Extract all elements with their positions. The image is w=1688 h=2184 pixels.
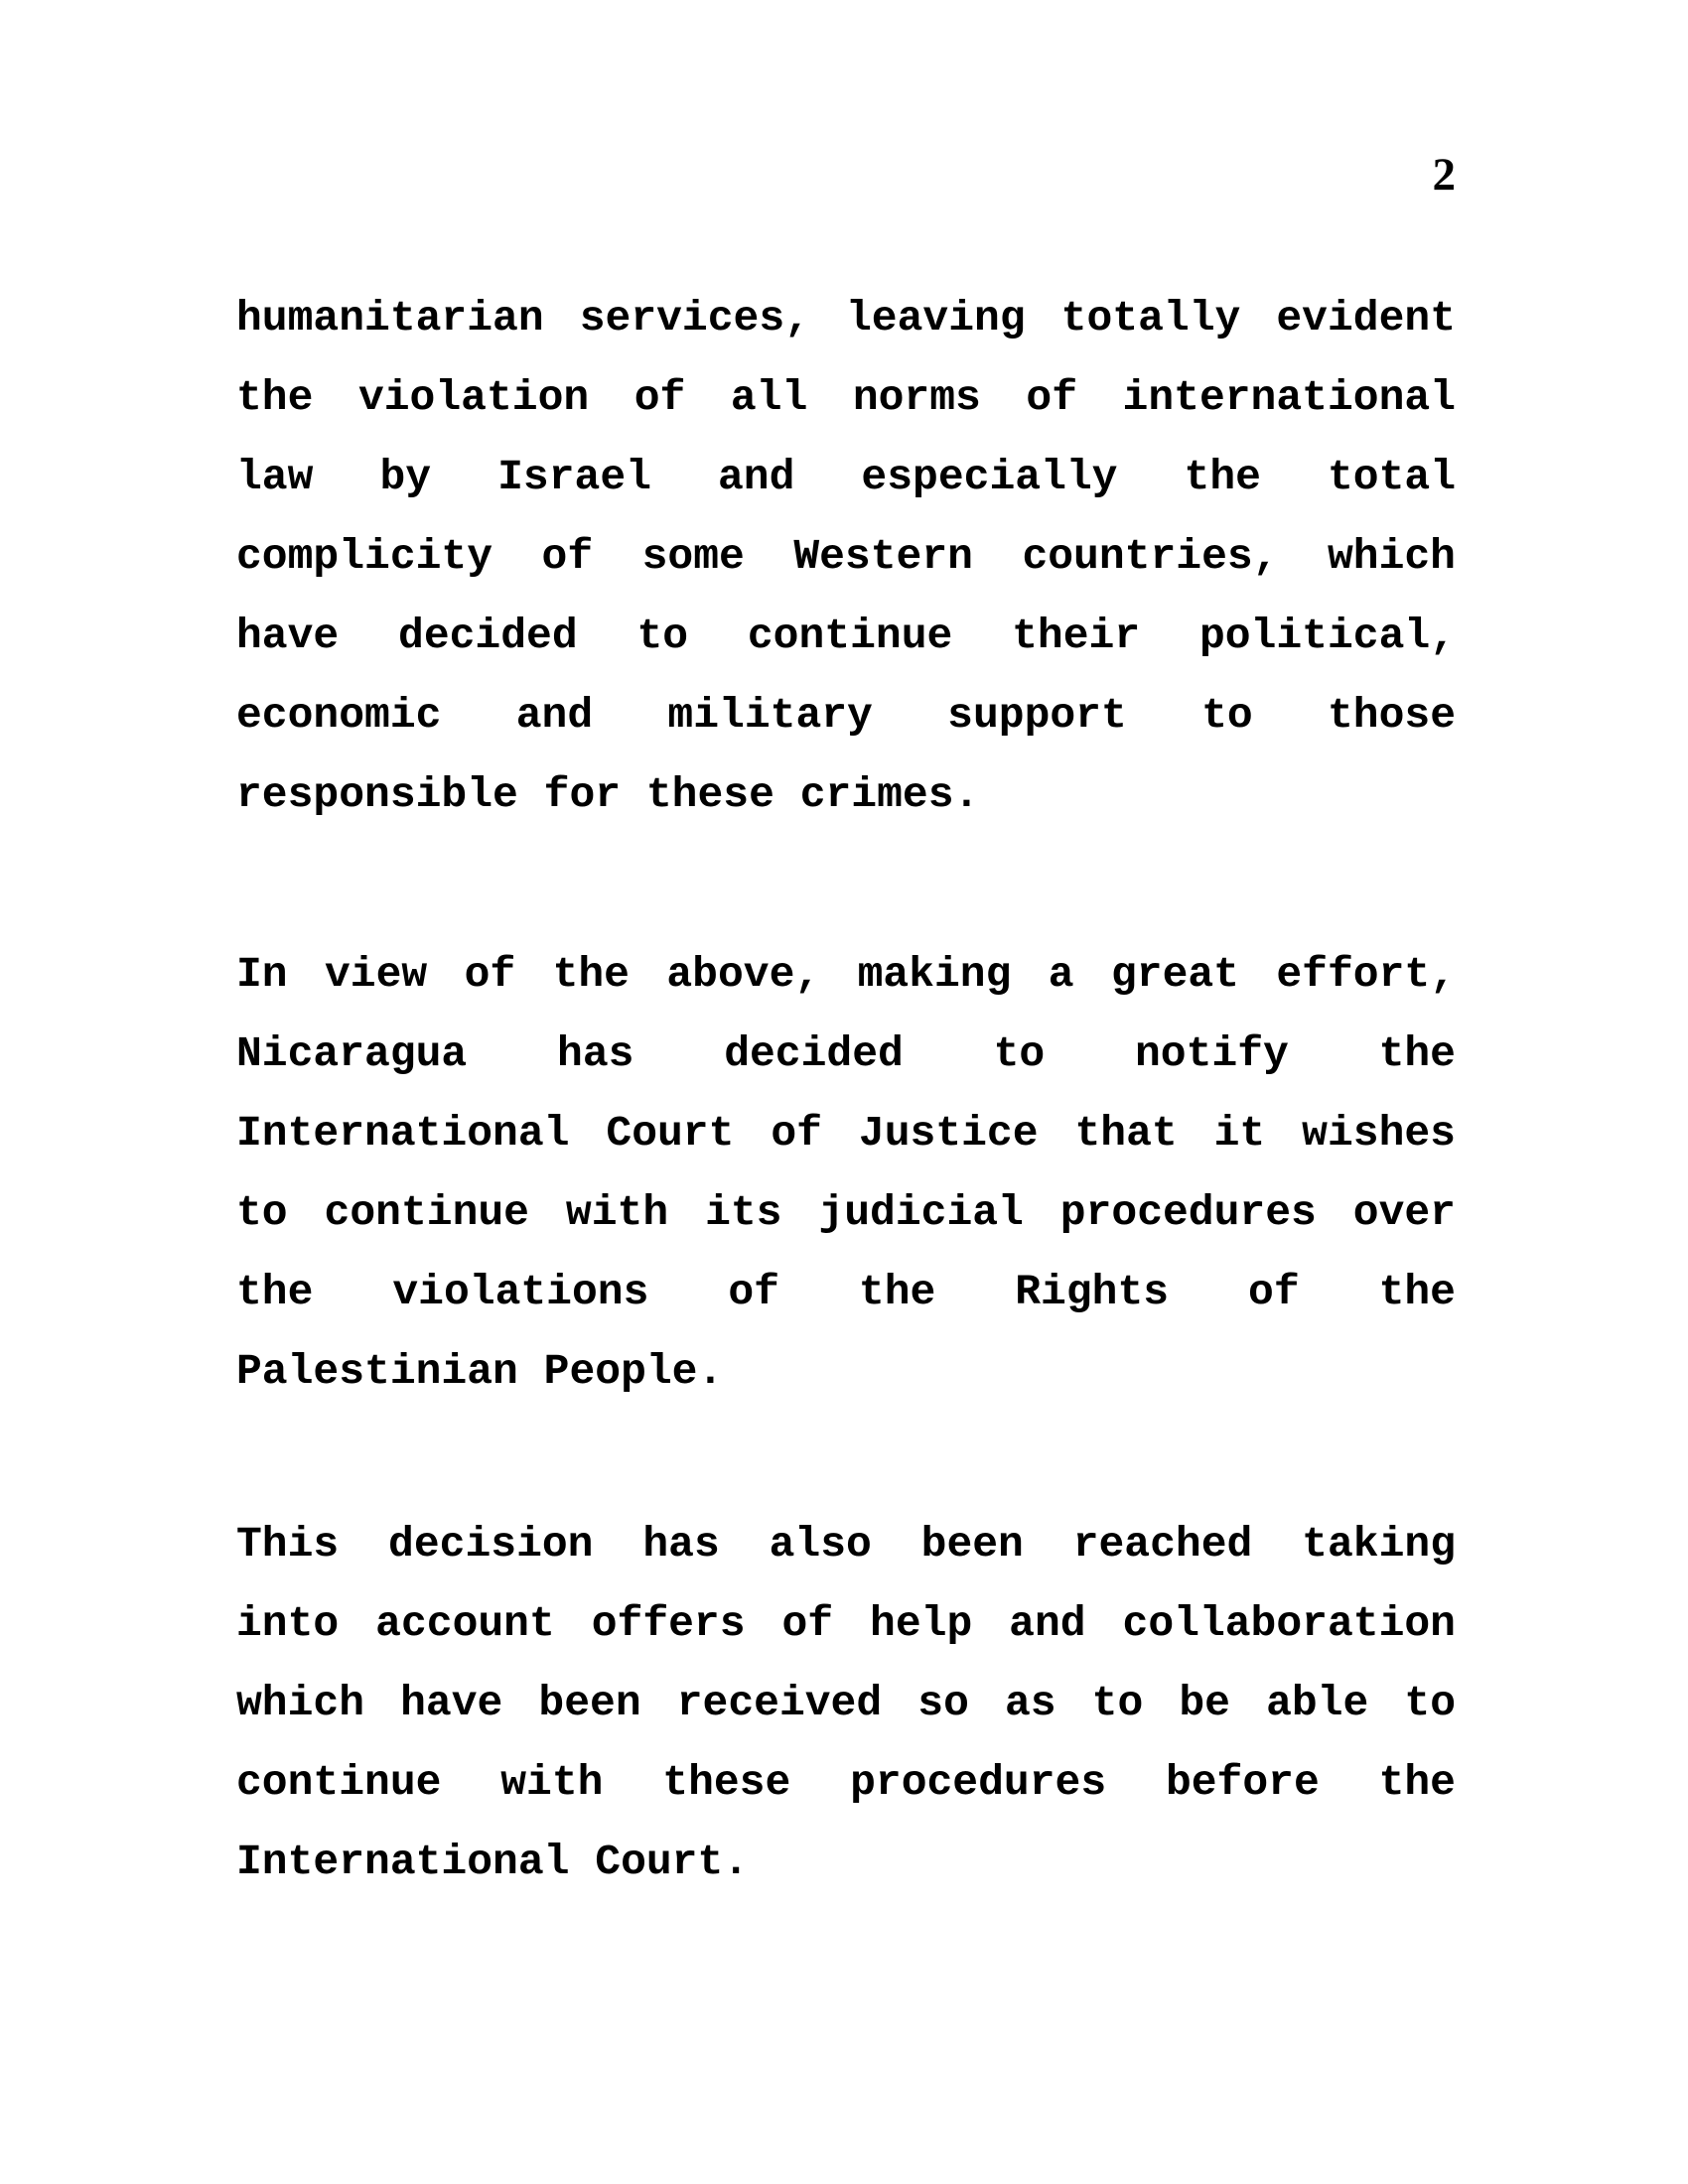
text-line: responsible for these crimes. [236, 770, 980, 819]
text-line: Palestinian People. [236, 1347, 724, 1396]
text-line: into account offers of help and collaboration [236, 1599, 1456, 1648]
page-number: 2 [1432, 149, 1456, 201]
text-line: Nicaragua has decided to notify the [236, 1029, 1456, 1078]
text-line: the violations of the Rights of the [236, 1268, 1456, 1316]
text-line: continue with these procedures before the [236, 1758, 1456, 1807]
text-line: In view of the above, making a great effort, [236, 950, 1456, 999]
text-line: complicity of some Western countries, which [236, 532, 1456, 581]
text-line: law by Israel and especially the total [236, 453, 1456, 501]
text-line: to continue with its judicial procedures over [236, 1188, 1456, 1237]
text-line: which have been received so as to be able to [236, 1679, 1456, 1727]
text-line: economic and military support to those [236, 691, 1456, 740]
paragraph [236, 1505, 1456, 1902]
paragraph [236, 935, 1456, 1412]
text-line: International Court of Justice that it wishes [236, 1109, 1456, 1158]
text-line: humanitarian services, leaving totally evident [236, 294, 1456, 342]
text-line: the violation of all norms of international [236, 373, 1456, 422]
paragraph [236, 279, 1456, 835]
text-line: have decided to continue their political, [236, 612, 1456, 660]
text-line: International Court. [236, 1838, 750, 1886]
text-line: This decision has also been reached taking [236, 1520, 1456, 1569]
